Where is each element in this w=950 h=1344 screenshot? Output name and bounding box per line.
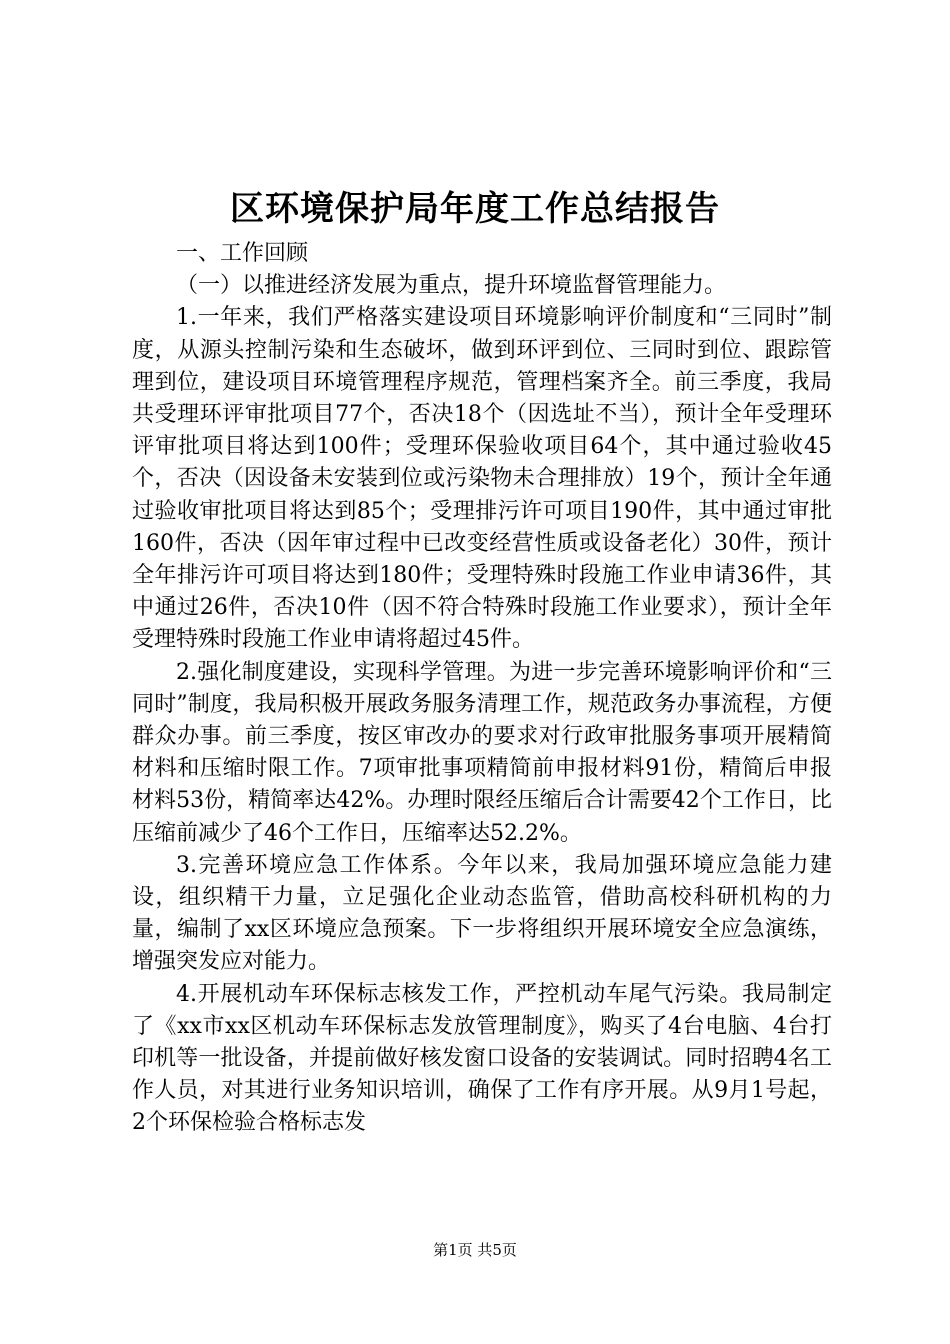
page-number-footer: 第1页 共5页 (433, 1241, 517, 1259)
section-heading: 一、工作回顾 (176, 241, 309, 266)
subsection-heading: （一）以推进经济发展为重点，提升环境监督管理能力。 (176, 273, 727, 299)
paragraph-2: 2.强化制度建设，实现科学管理。为进一步完善环境影响评价和“三同时”制度，我局积极开展政务服务清理工作，规范政务办事流程，方便群众办事。前三季度，按区审改办的要求对行政审批服务事项开展精简材料和压缩时限工作。7项审批事项精简前申报材料91份，精简后申报材料53份，精简率达42%。办理时限经压缩后合计需要42个工作日，比压缩前减少了46个工作日，压缩率达52.2%。 (132, 659, 832, 846)
paragraph-4: 4.开展机动车环保标志核发工作，严控机动车尾气污染。我局制定了《xx市xx区机动车环保标志发放管理制度》，购买了4台电脑、4台打印机等一批设备，并提前做好核发窗口设备的安装调试。同时招聘4名工作人员，对其进行业务知识培训，确保了工作有序开展。从9月1号起，2个环保检验合格标志发 (132, 981, 832, 1136)
paragraph-1: 1.一年来，我们严格落实建设项目环境影响评价制度和“三同时”制度，从源头控制污染和生态破坏，做到环评到位、三同时到位、跟踪管理到位，建设项目环境管理程序规范，管理档案齐全。前三季度，我局共受理环评审批项目77个，否决18个（因选址不当），预计全年受理环评审批项目将达到100件；受理环保验收项目64个，其中通过验收45个，否决（因设备未安装到位或污染物未合理排放）19个，预计全年通过验收审批项目将达到85个；受理排污许可项目190件，其中通过审批160件，否决（因年审过程中已改变经营性质或设备老化）30件，预计全年排污许可项目将达到180件；受理特殊时段施工作业申请36件，其中通过26件，否决10件（因不符合特殊时段施工作业要求），预计全年受理特殊时段施工作业申请将超过45件。 (132, 305, 832, 653)
paragraph-3: 3.完善环境应急工作体系。今年以来，我局加强环境应急能力建设，组织精干力量，立足强化企业动态监管，借助高校科研机构的力量，编制了xx区环境应急预案。下一步将组织开展环境安全应急演练，增强突发应对能力。 (132, 852, 832, 975)
document-title: 区环境保护局年度工作总结报告 (230, 189, 720, 229)
document-body (132, 238, 832, 1140)
